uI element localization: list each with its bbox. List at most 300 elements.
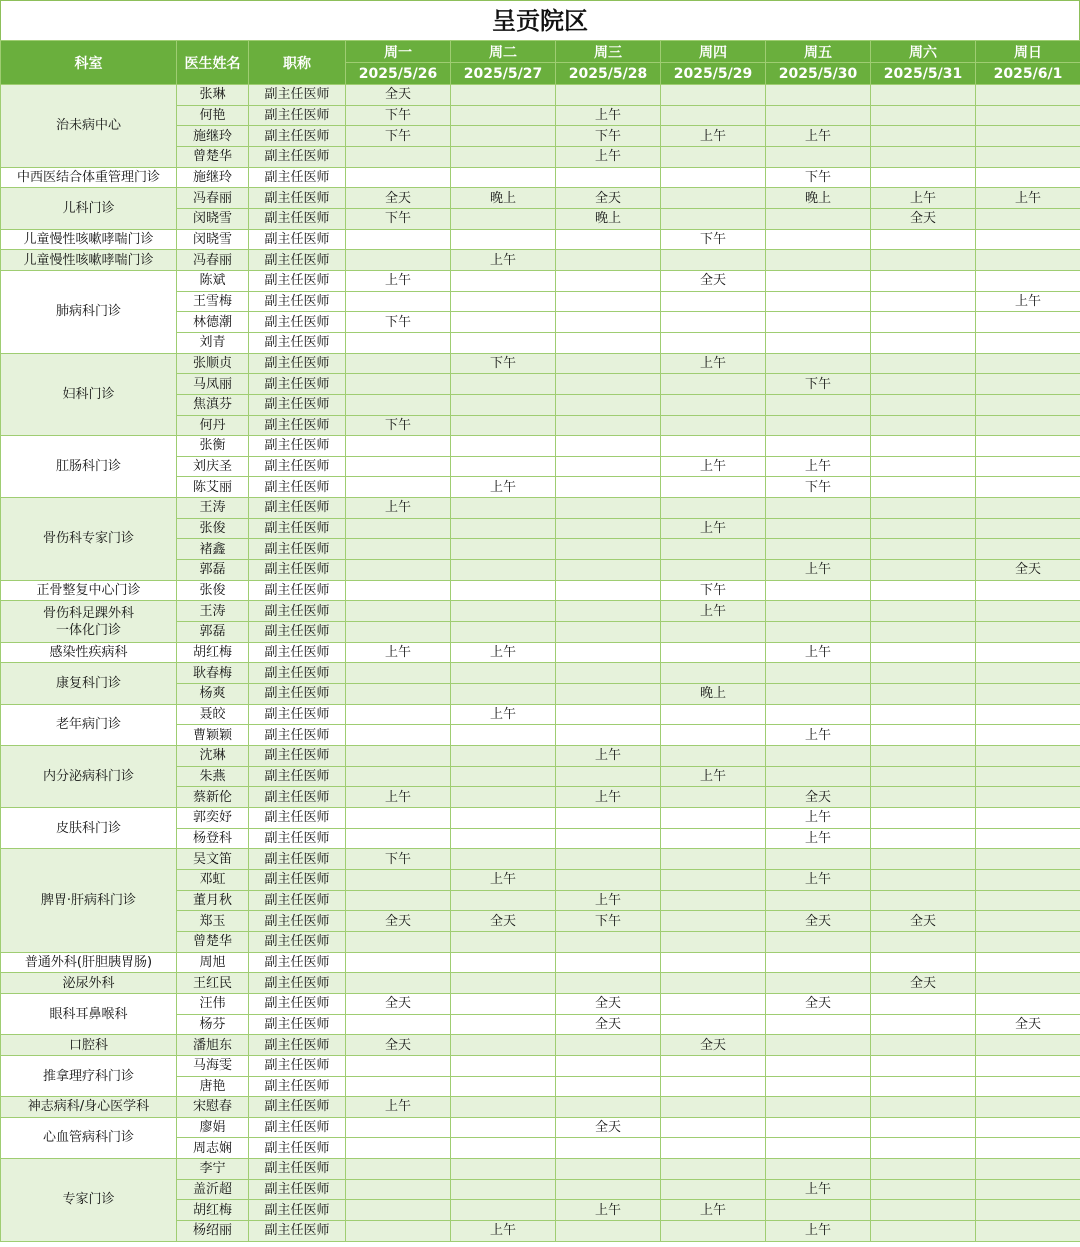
- rank-cell: 副主任医师: [249, 704, 346, 725]
- schedule-cell: [346, 1117, 451, 1138]
- schedule-cell: [556, 436, 661, 457]
- schedule-cell: [556, 539, 661, 560]
- schedule-cell: [556, 704, 661, 725]
- schedule-cell: [766, 1097, 871, 1118]
- schedule-cell: 上午: [346, 1097, 451, 1118]
- schedule-cell: [976, 828, 1080, 849]
- schedule-cell: [451, 1055, 556, 1076]
- table-row: [1, 746, 1080, 767]
- schedule-cell: [871, 869, 976, 890]
- schedule-cell: [661, 498, 766, 519]
- schedule-cell: 全天: [556, 993, 661, 1014]
- schedule-cell: [661, 869, 766, 890]
- schedule-cell: [766, 746, 871, 767]
- doctor-name-cell: 胡红梅: [177, 642, 249, 663]
- schedule-cell: [871, 539, 976, 560]
- rank-cell: 副主任医师: [249, 1055, 346, 1076]
- schedule-cell: 上午: [661, 353, 766, 374]
- schedule-cell: [871, 498, 976, 519]
- schedule-cell: [661, 1055, 766, 1076]
- schedule-cell: 下午: [661, 580, 766, 601]
- schedule-cell: [451, 580, 556, 601]
- schedule-cell: [976, 1200, 1080, 1221]
- schedule-cell: 上午: [451, 1221, 556, 1242]
- schedule-cell: 下午: [766, 374, 871, 395]
- schedule-cell: [556, 952, 661, 973]
- schedule-cell: [556, 580, 661, 601]
- schedule-cell: [871, 518, 976, 539]
- table-row: [1, 993, 1080, 1014]
- schedule-cell: [556, 291, 661, 312]
- schedule-cell: [976, 807, 1080, 828]
- schedule-cell: [976, 766, 1080, 787]
- schedule-cell: [556, 498, 661, 519]
- rank-cell: 副主任医师: [249, 436, 346, 457]
- schedule-cell: [556, 456, 661, 477]
- table-row: [1, 1097, 1080, 1118]
- doctor-name-cell: 吴文笛: [177, 849, 249, 870]
- schedule-cell: [451, 952, 556, 973]
- rank-cell: 副主任医师: [249, 746, 346, 767]
- doctor-name-cell: 郭磊: [177, 622, 249, 643]
- schedule-cell: [661, 146, 766, 167]
- schedule-cell: 下午: [346, 312, 451, 333]
- rank-cell: 副主任医师: [249, 622, 346, 643]
- schedule-cell: [346, 869, 451, 890]
- schedule-cell: [871, 725, 976, 746]
- schedule-cell: [766, 415, 871, 436]
- schedule-cell: [451, 105, 556, 126]
- schedule-cell: 下午: [346, 105, 451, 126]
- doctor-name-cell: 周志娴: [177, 1138, 249, 1159]
- dept-cell: 皮肤科门诊: [1, 807, 177, 848]
- schedule-cell: [766, 312, 871, 333]
- dept-cell: 康复科门诊: [1, 663, 177, 704]
- schedule-cell: [451, 663, 556, 684]
- schedule-cell: [766, 580, 871, 601]
- schedule-cell: [871, 85, 976, 106]
- schedule-cell: [451, 1097, 556, 1118]
- schedule-cell: 全天: [871, 208, 976, 229]
- schedule-cell: 上午: [976, 291, 1080, 312]
- schedule-cell: [871, 560, 976, 581]
- schedule-cell: [766, 539, 871, 560]
- schedule-cell: [346, 890, 451, 911]
- rank-cell: 副主任医师: [249, 684, 346, 705]
- rank-cell: 副主任医师: [249, 1014, 346, 1035]
- dept-line: 一体化门诊: [55, 622, 121, 638]
- schedule-cell: [346, 146, 451, 167]
- table-row: [1, 1035, 1080, 1056]
- schedule-cell: [871, 1221, 976, 1242]
- schedule-cell: [346, 766, 451, 787]
- schedule-cell: [451, 229, 556, 250]
- schedule-cell: [346, 167, 451, 188]
- doctor-name-cell: 王涛: [177, 498, 249, 519]
- schedule-cell: [976, 1221, 1080, 1242]
- schedule-cell: 全天: [346, 993, 451, 1014]
- doctor-name-cell: 杨绍丽: [177, 1221, 249, 1242]
- doctor-name-cell: 郑玉: [177, 911, 249, 932]
- schedule-cell: [346, 332, 451, 353]
- schedule-cell: 上午: [346, 270, 451, 291]
- schedule-cell: [661, 312, 766, 333]
- schedule-cell: 上午: [556, 787, 661, 808]
- schedule-cell: [976, 1035, 1080, 1056]
- header-dept: 科室: [1, 41, 177, 85]
- rank-cell: 副主任医师: [249, 725, 346, 746]
- schedule-cell: [766, 498, 871, 519]
- schedule-cell: [871, 663, 976, 684]
- schedule-cell: 上午: [661, 766, 766, 787]
- schedule-cell: [346, 1014, 451, 1035]
- schedule-cell: [976, 642, 1080, 663]
- schedule-cell: [766, 394, 871, 415]
- schedule-cell: [976, 622, 1080, 643]
- schedule-cell: [766, 353, 871, 374]
- schedule-cell: [451, 622, 556, 643]
- rank-cell: 副主任医师: [249, 663, 346, 684]
- schedule-cell: 上午: [661, 126, 766, 147]
- schedule-cell: [976, 477, 1080, 498]
- rank-cell: 副主任医师: [249, 869, 346, 890]
- doctor-name-cell: 郭磊: [177, 560, 249, 581]
- schedule-cell: [871, 394, 976, 415]
- schedule-cell: [556, 477, 661, 498]
- schedule-cell: [556, 394, 661, 415]
- rank-cell: 副主任医师: [249, 456, 346, 477]
- schedule-cell: [976, 456, 1080, 477]
- schedule-cell: [871, 1179, 976, 1200]
- schedule-cell: [556, 1159, 661, 1180]
- schedule-cell: [766, 332, 871, 353]
- schedule-cell: [871, 436, 976, 457]
- schedule-cell: [556, 1138, 661, 1159]
- schedule-cell: [451, 931, 556, 952]
- rank-cell: 副主任医师: [249, 332, 346, 353]
- rank-cell: 副主任医师: [249, 1097, 346, 1118]
- schedule-cell: [766, 146, 871, 167]
- table-row: [1, 952, 1080, 973]
- schedule-cell: [766, 704, 871, 725]
- rank-cell: 副主任医师: [249, 146, 346, 167]
- dept-cell: 口腔科: [1, 1035, 177, 1056]
- header-day-name: 周日: [976, 41, 1080, 63]
- rank-cell: 副主任医师: [249, 1117, 346, 1138]
- schedule-cell: [346, 622, 451, 643]
- dept-cell: 妇科门诊: [1, 353, 177, 436]
- schedule-cell: [766, 291, 871, 312]
- dept-cell: 肺病科门诊: [1, 270, 177, 353]
- doctor-name-cell: 刘青: [177, 332, 249, 353]
- schedule-cell: [346, 704, 451, 725]
- table-row: [1, 1117, 1080, 1138]
- table-row: [1, 436, 1080, 457]
- schedule-cell: [346, 973, 451, 994]
- schedule-cell: [871, 332, 976, 353]
- schedule-cell: [451, 1076, 556, 1097]
- schedule-cell: 下午: [346, 126, 451, 147]
- table-body: [1, 85, 1080, 1242]
- schedule-cell: 上午: [451, 704, 556, 725]
- schedule-cell: [976, 849, 1080, 870]
- schedule-cell: [661, 828, 766, 849]
- doctor-name-cell: 王涛: [177, 601, 249, 622]
- schedule-cell: [556, 973, 661, 994]
- table-row: [1, 580, 1080, 601]
- schedule-cell: 上午: [556, 146, 661, 167]
- header-day-name: 周四: [661, 41, 766, 63]
- schedule-cell: 全天: [871, 973, 976, 994]
- schedule-cell: 下午: [766, 167, 871, 188]
- rank-cell: 副主任医师: [249, 952, 346, 973]
- schedule-cell: [976, 684, 1080, 705]
- schedule-cell: [346, 353, 451, 374]
- schedule-cell: [451, 518, 556, 539]
- doctor-name-cell: 曹颖颖: [177, 725, 249, 746]
- doctor-name-cell: 王红民: [177, 973, 249, 994]
- schedule-cell: [661, 1221, 766, 1242]
- schedule-cell: [871, 580, 976, 601]
- schedule-cell: [661, 1138, 766, 1159]
- rank-cell: 副主任医师: [249, 229, 346, 250]
- schedule-cell: [556, 642, 661, 663]
- table-row: [1, 704, 1080, 725]
- schedule-cell: 全天: [766, 911, 871, 932]
- doctor-name-cell: 耿春梅: [177, 663, 249, 684]
- schedule-cell: [346, 1179, 451, 1200]
- schedule-cell: [661, 415, 766, 436]
- doctor-name-cell: 周旭: [177, 952, 249, 973]
- rank-cell: 副主任医师: [249, 394, 346, 415]
- schedule-cell: [661, 1014, 766, 1035]
- schedule-cell: [661, 167, 766, 188]
- schedule-cell: [451, 1014, 556, 1035]
- schedule-cell: [451, 1179, 556, 1200]
- schedule-cell: 全天: [766, 993, 871, 1014]
- dept-cell: 专家门诊: [1, 1159, 177, 1242]
- schedule-cell: [766, 601, 871, 622]
- rank-cell: 副主任医师: [249, 601, 346, 622]
- schedule-cell: [556, 725, 661, 746]
- doctor-name-cell: 聂皎: [177, 704, 249, 725]
- rank-cell: 副主任医师: [249, 911, 346, 932]
- schedule-cell: [976, 580, 1080, 601]
- schedule-cell: [661, 973, 766, 994]
- schedule-cell: [346, 250, 451, 271]
- schedule-cell: [661, 1179, 766, 1200]
- schedule-cell: [451, 560, 556, 581]
- schedule-cell: [871, 1200, 976, 1221]
- doctor-name-cell: 陈斌: [177, 270, 249, 291]
- schedule-cell: [871, 890, 976, 911]
- rank-cell: 副主任医师: [249, 291, 346, 312]
- dept-cell: 正骨整复中心门诊: [1, 580, 177, 601]
- header-day-date: 2025/5/31: [871, 63, 976, 85]
- rank-cell: 副主任医师: [249, 167, 346, 188]
- schedule-cell: 上午: [766, 126, 871, 147]
- schedule-cell: [871, 1159, 976, 1180]
- schedule-cell: 上午: [976, 188, 1080, 209]
- doctor-name-cell: 唐艳: [177, 1076, 249, 1097]
- schedule-cell: [661, 725, 766, 746]
- rank-cell: 副主任医师: [249, 477, 346, 498]
- dept-cell: 眼科耳鼻喉科: [1, 993, 177, 1034]
- schedule-cell: [871, 374, 976, 395]
- schedule-cell: [871, 126, 976, 147]
- rank-cell: 副主任医师: [249, 85, 346, 106]
- table-row: [1, 167, 1080, 188]
- schedule-cell: 上午: [766, 456, 871, 477]
- schedule-cell: [661, 890, 766, 911]
- schedule-cell: [976, 394, 1080, 415]
- schedule-cell: [556, 1076, 661, 1097]
- schedule-cell: [766, 1014, 871, 1035]
- schedule-cell: [451, 993, 556, 1014]
- schedule-cell: [346, 456, 451, 477]
- schedule-cell: 上午: [556, 1200, 661, 1221]
- schedule-cell: [346, 1138, 451, 1159]
- rank-cell: 副主任医师: [249, 828, 346, 849]
- schedule-cell: [976, 1097, 1080, 1118]
- schedule-cell: [556, 931, 661, 952]
- schedule-cell: [346, 931, 451, 952]
- schedule-cell: [871, 746, 976, 767]
- table-row: [1, 642, 1080, 663]
- schedule-cell: [976, 1055, 1080, 1076]
- doctor-name-cell: 闵晓雪: [177, 208, 249, 229]
- schedule-cell: [766, 208, 871, 229]
- schedule-cell: [661, 332, 766, 353]
- schedule-cell: [556, 684, 661, 705]
- schedule-cell: [451, 126, 556, 147]
- schedule-cell: [451, 1200, 556, 1221]
- schedule-cell: [871, 601, 976, 622]
- doctor-name-cell: 张俊: [177, 518, 249, 539]
- schedule-cell: 下午: [766, 477, 871, 498]
- schedule-cell: [976, 952, 1080, 973]
- schedule-cell: [346, 725, 451, 746]
- schedule-cell: [451, 725, 556, 746]
- schedule-cell: [451, 849, 556, 870]
- doctor-name-cell: 冯春丽: [177, 250, 249, 271]
- schedule-cell: [451, 374, 556, 395]
- dept-cell: 老年病门诊: [1, 704, 177, 745]
- doctor-name-cell: 李宁: [177, 1159, 249, 1180]
- schedule-table: [0, 40, 1080, 1242]
- header-rank: 职称: [249, 41, 346, 85]
- schedule-cell: [346, 539, 451, 560]
- schedule-cell: [556, 1221, 661, 1242]
- schedule-cell: 上午: [766, 560, 871, 581]
- schedule-cell: [451, 746, 556, 767]
- schedule-cell: [346, 394, 451, 415]
- schedule-cell: [871, 1035, 976, 1056]
- doctor-name-cell: 汪伟: [177, 993, 249, 1014]
- doctor-name-cell: 施继玲: [177, 126, 249, 147]
- dept-cell: 儿童慢性咳嗽哮喘门诊: [1, 250, 177, 271]
- doctor-name-cell: 蔡新伦: [177, 787, 249, 808]
- doctor-name-cell: 潘旭东: [177, 1035, 249, 1056]
- schedule-cell: [451, 208, 556, 229]
- schedule-cell: [661, 374, 766, 395]
- schedule-cell: 上午: [661, 518, 766, 539]
- schedule-cell: [556, 849, 661, 870]
- table-row: [1, 229, 1080, 250]
- schedule-cell: [346, 1076, 451, 1097]
- schedule-cell: [766, 622, 871, 643]
- schedule-cell: 上午: [766, 1179, 871, 1200]
- schedule-cell: [451, 456, 556, 477]
- schedule-cell: [451, 807, 556, 828]
- table-row: [1, 807, 1080, 828]
- schedule-cell: [766, 1076, 871, 1097]
- schedule-cell: [976, 498, 1080, 519]
- doctor-name-cell: 郭奕妤: [177, 807, 249, 828]
- schedule-cell: [556, 622, 661, 643]
- schedule-cell: 晚上: [661, 684, 766, 705]
- schedule-cell: [976, 332, 1080, 353]
- header-day-name: 周一: [346, 41, 451, 63]
- schedule-cell: 上午: [451, 250, 556, 271]
- doctor-name-cell: 何艳: [177, 105, 249, 126]
- schedule-cell: [871, 704, 976, 725]
- doctor-name-cell: 林德潮: [177, 312, 249, 333]
- sheet-title: 呈贡院区: [0, 0, 1080, 40]
- schedule-cell: [346, 828, 451, 849]
- rank-cell: 副主任医师: [249, 415, 346, 436]
- schedule-cell: 上午: [346, 498, 451, 519]
- schedule-cell: [871, 849, 976, 870]
- dept-cell: 肛肠科门诊: [1, 436, 177, 498]
- header-day-date: 2025/5/28: [556, 63, 661, 85]
- schedule-cell: 上午: [766, 869, 871, 890]
- schedule-cell: 全天: [871, 911, 976, 932]
- schedule-cell: [871, 684, 976, 705]
- schedule-cell: [346, 291, 451, 312]
- schedule-cell: [976, 973, 1080, 994]
- schedule-cell: [346, 1200, 451, 1221]
- rank-cell: 副主任医师: [249, 580, 346, 601]
- rank-cell: 副主任医师: [249, 807, 346, 828]
- schedule-cell: [556, 270, 661, 291]
- rank-cell: 副主任医师: [249, 105, 346, 126]
- schedule-cell: [556, 807, 661, 828]
- doctor-name-cell: 闵晓雪: [177, 229, 249, 250]
- schedule-cell: 上午: [451, 869, 556, 890]
- schedule-cell: [976, 229, 1080, 250]
- schedule-cell: [871, 931, 976, 952]
- schedule-cell: [556, 85, 661, 106]
- header-day-name: 周二: [451, 41, 556, 63]
- doctor-name-cell: 何丹: [177, 415, 249, 436]
- header-day-date: 2025/5/27: [451, 63, 556, 85]
- schedule-cell: [346, 1055, 451, 1076]
- schedule-cell: [871, 766, 976, 787]
- schedule-cell: [451, 684, 556, 705]
- schedule-cell: [661, 704, 766, 725]
- rank-cell: 副主任医师: [249, 126, 346, 147]
- schedule-cell: [871, 270, 976, 291]
- schedule-cell: [661, 105, 766, 126]
- schedule-cell: [661, 477, 766, 498]
- rank-cell: 副主任医师: [249, 973, 346, 994]
- schedule-cell: [556, 1055, 661, 1076]
- schedule-cell: [871, 1014, 976, 1035]
- schedule-cell: [451, 539, 556, 560]
- rank-cell: 副主任医师: [249, 353, 346, 374]
- schedule-cell: [766, 1200, 871, 1221]
